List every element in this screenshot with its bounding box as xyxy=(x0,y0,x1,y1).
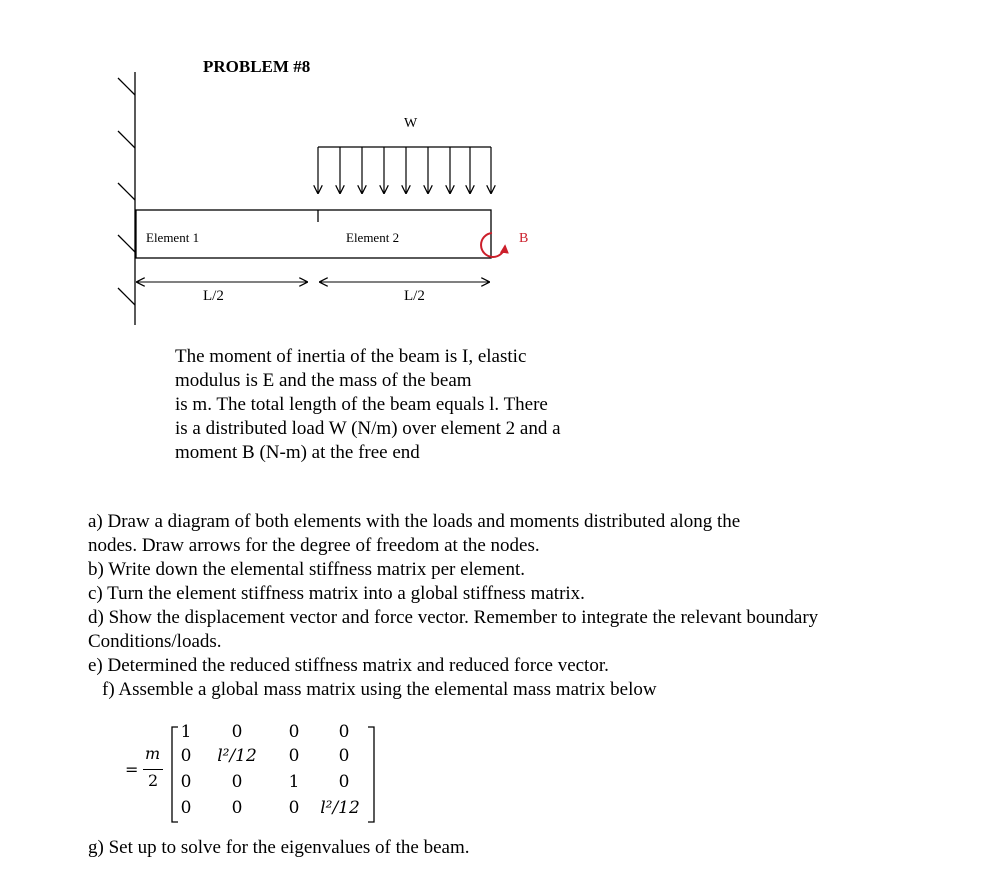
matrix-cell: 0 xyxy=(288,722,300,742)
question-a-line-1: a) Draw a diagram of both elements with the loads and moments distributed along the xyxy=(88,511,741,532)
problem-title: PROBLEM #8 xyxy=(203,57,311,76)
question-d-line-2: Conditions/loads. xyxy=(88,631,222,652)
description-line: is m. The total length of the beam equals l. There xyxy=(175,394,548,415)
description-line: The moment of inertia of the beam is I, elastic xyxy=(175,346,527,367)
question-e: e) Determined the reduced stiffness matrix and reduced force vector. xyxy=(88,655,609,676)
matrix-cell: l²/12 xyxy=(217,746,257,766)
description-line: modulus is E and the mass of the beam xyxy=(175,370,472,391)
dimension-right-label: L/2 xyxy=(404,288,425,304)
question-c: c) Turn the element stiffness matrix into a global stiffness matrix. xyxy=(88,583,585,604)
matrix-cell: 0 xyxy=(180,746,192,766)
question-b: b) Write down the elemental stiffness matrix per element. xyxy=(88,559,525,580)
matrix-cell: 0 xyxy=(231,772,243,792)
question-g: g) Set up to solve for the eigenvalues of the beam. xyxy=(88,837,470,858)
question-d-line-1: d) Show the displacement vector and force vector. Remember to integrate the relevant boundary xyxy=(88,607,819,628)
matrix-cell: 0 xyxy=(180,772,192,792)
element-2-label: Element 2 xyxy=(346,230,400,245)
matrix-factor-numerator: m xyxy=(145,744,161,763)
matrix-cell: 0 xyxy=(288,746,300,766)
matrix-cell: 0 xyxy=(231,798,243,818)
question-f: f) Assemble a global mass matrix using the elemental mass matrix below xyxy=(102,679,657,700)
element-1-label: Element 1 xyxy=(146,230,200,245)
matrix-equals: = xyxy=(125,760,139,779)
matrix-cell: 0 xyxy=(338,746,350,766)
matrix-cell: l²/12 xyxy=(320,798,360,818)
matrix-cell: 0 xyxy=(288,798,300,818)
description-line: is a distributed load W (N/m) over element 2 and a xyxy=(175,418,561,439)
dimension-left-label: L/2 xyxy=(203,288,224,304)
matrix-cell: 0 xyxy=(338,722,350,742)
matrix-cell: 0 xyxy=(231,722,243,742)
matrix-cell: 0 xyxy=(180,798,192,818)
matrix-cell: 0 xyxy=(338,772,350,792)
load-label: W xyxy=(404,116,418,131)
matrix-cell: 1 xyxy=(288,772,300,792)
question-a-line-2: nodes. Draw arrows for the degree of freedom at the nodes. xyxy=(88,535,540,556)
matrix-cell: 1 xyxy=(180,722,192,742)
matrix-factor-denominator: 2 xyxy=(148,771,159,790)
description-line: moment B (N-m) at the free end xyxy=(175,442,420,463)
moment-label: B xyxy=(519,231,529,246)
